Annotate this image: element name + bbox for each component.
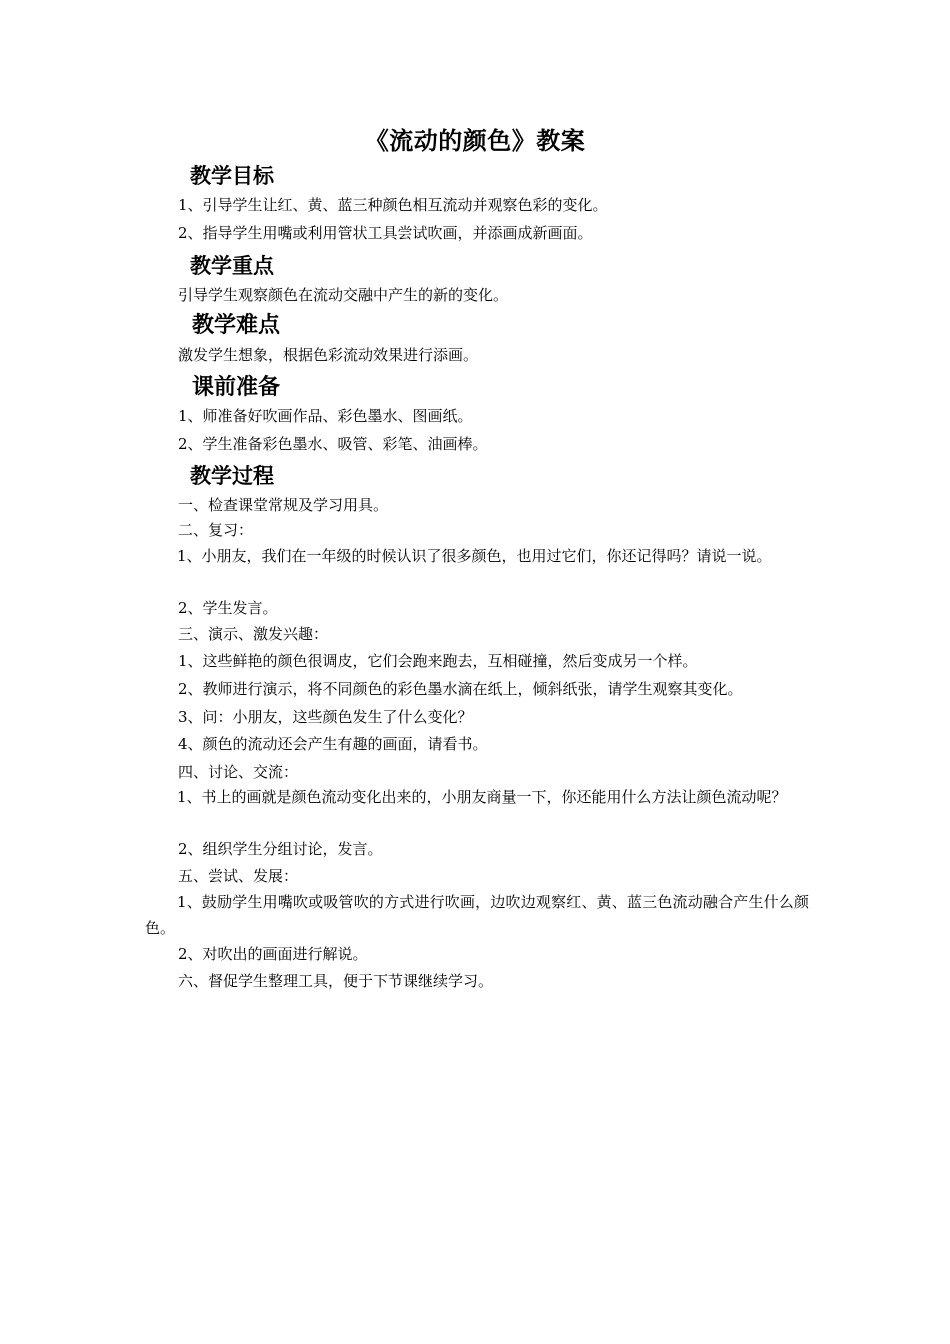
process-line: 3、问：小朋友，这些颜色发生了什么变化？: [178, 708, 473, 726]
process-line: 四、讨论、交流：: [178, 763, 299, 781]
process-line: 一、检查课堂常规及学习用具。: [178, 496, 389, 514]
process-line: 4、颜色的流动还会产生有趣的画面，请看书。: [178, 735, 488, 753]
key-points-text: 引导学生观察颜色在流动交融中产生的新的变化。: [178, 286, 509, 304]
heading-objectives: 教学目标: [190, 164, 274, 188]
heading-process: 教学过程: [190, 464, 274, 488]
process-line: 2、学生发言。: [178, 599, 278, 617]
heading-key-points: 教学重点: [190, 254, 274, 278]
process-line: 六、督促学生整理工具，便于下节课继续学习。: [178, 972, 494, 990]
process-paragraph: 1、小朋友，我们在一年级的时候认识了很多颜色，也用过它们，你还记得吗？请说一说。: [177, 547, 772, 565]
preparation-item: 2、学生准备彩色墨水、吸管、彩笔、油画棒。: [178, 435, 488, 453]
process-line: 二、复习：: [178, 521, 254, 539]
process-paragraph: 1、书上的画就是颜色流动变化出来的，小朋友商量一下，你还能用什么方法让颜色流动呢？: [177, 788, 787, 806]
process-line: 三、演示、激发兴趣：: [178, 625, 329, 643]
process-line: 五、尝试、发展：: [178, 867, 299, 885]
process-paragraph: 1、鼓励学生用嘴吹或吸管吹的方式进行吹画，边吹边观察红、黄、蓝三色流动融合产生什么颜色。: [145, 893, 809, 937]
heading-preparation: 课前准备: [192, 375, 281, 400]
objective-item: 1、引导学生让红、黄、蓝三种颜色相互流动并观察色彩的变化。: [178, 196, 608, 214]
preparation-item: 1、师准备好吹画作品、彩色墨水、图画纸。: [178, 407, 473, 425]
difficulties-text: 激发学生想象，根据色彩流动效果进行添画。: [178, 346, 479, 364]
document-title: 《流动的颜色》教案: [364, 127, 586, 155]
process-line: 2、教师进行演示，将不同颜色的彩色墨水滴在纸上，倾斜纸张，请学生观察其变化。: [178, 680, 743, 698]
process-line: 2、对吹出的画面进行解说。: [178, 945, 368, 963]
process-line: 2、组织学生分组讨论，发言。: [178, 840, 383, 858]
heading-difficulties: 教学难点: [192, 313, 281, 338]
objective-item: 2、指导学生用嘴或利用管状工具尝试吹画，并添画成新画面。: [178, 224, 593, 242]
process-line: 1、这些鲜艳的颜色很调皮，它们会跑来跑去，互相碰撞，然后变成另一个样。: [178, 652, 698, 670]
